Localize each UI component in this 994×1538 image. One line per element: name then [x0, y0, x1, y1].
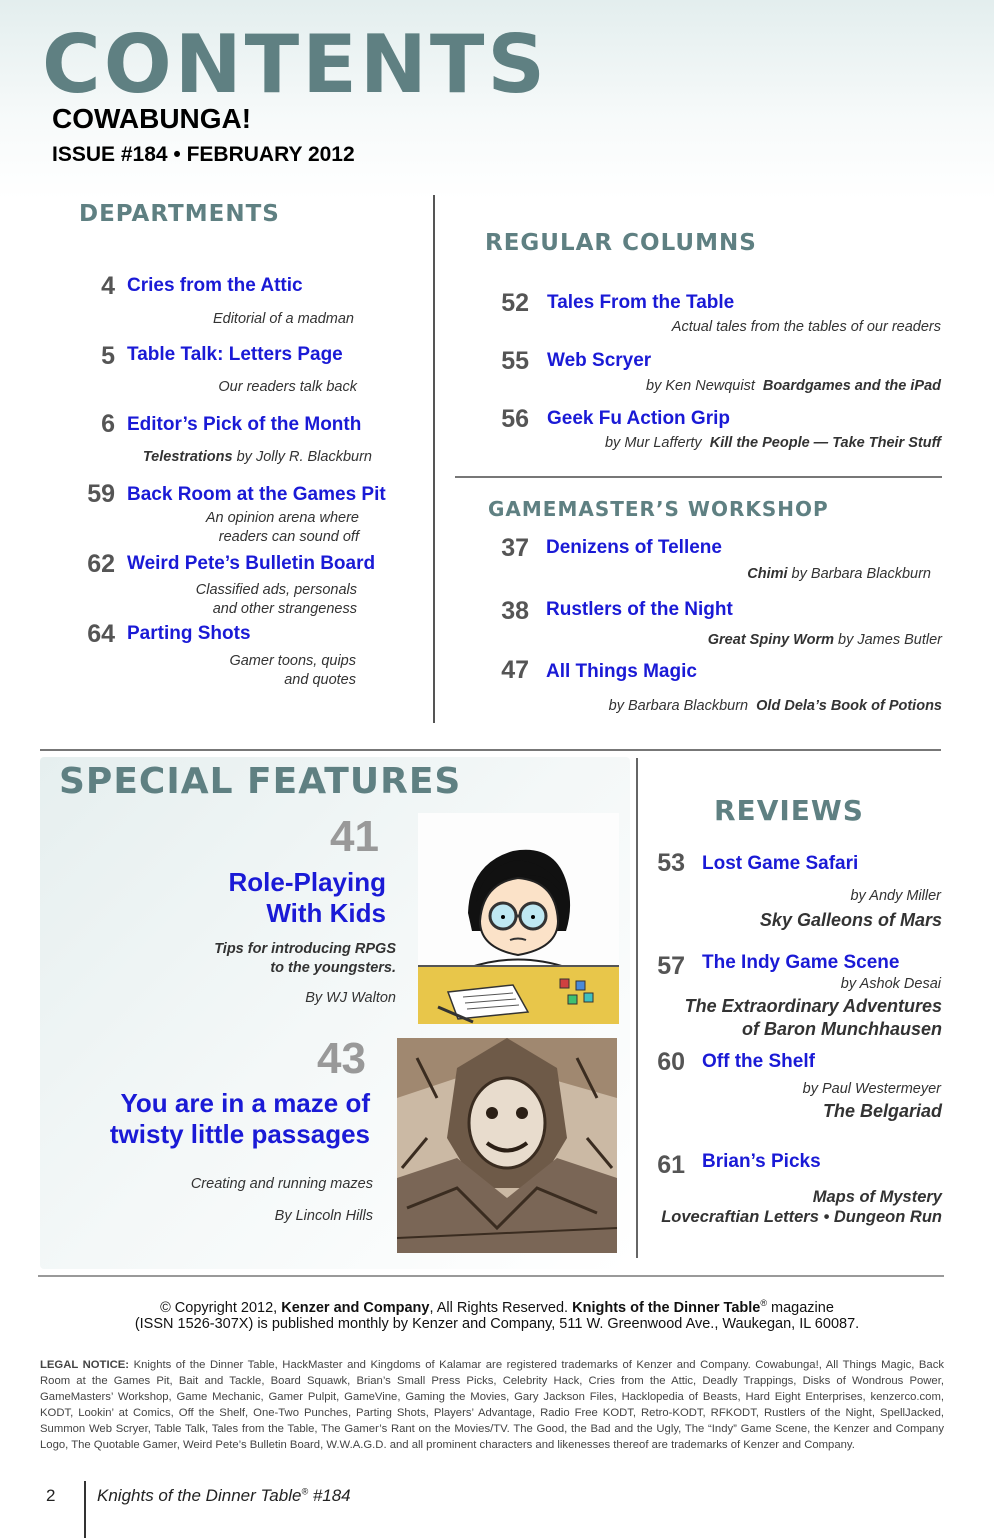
footer-issue: #184 — [308, 1486, 351, 1505]
copyright-text: © Copyright 2012, — [160, 1299, 282, 1316]
feature-title-line: You are in a maze of — [120, 1088, 370, 1118]
dept-desc-byline: by Jolly R. Blackburn — [232, 449, 372, 465]
legal-notice-text: Knights of the Dinner Table, HackMaster and Kingdoms of Kalamar are registered trademarks of Kenzer and Company. Cowabunga!, All Things Magic, Back Room at the Games Pit, Bait and Tackle, Board Squawk, Brian’s Small Press Picks, Celebrity Hack, Cries from the Attic, Deadly Trappings, Disks of Wondrous Power, GameMasters’ Workshop, Game Mechanic, Gamer Pulpit, GameVine, Gaming the Movies, Gary Jackson Files, Hacklopedia of Beasts, Hard Eight Enterprises, kenzerco.com, KODT, Lookin’ at Comics, Off the Shelf, One-Two Punches, Parting Shots, Players’ Advantage, Radio Free KODT, Retro-KODT, RFKODT, Rustlers of the Night, SpellJacked, Summon Web Scryer, Table Talk, Tales from the Table, The Gamer’s Rant on the Movies/TV. The Good, the Bad and the Ugly, The “Indy” Game Scene, the Kenzer and Company Logo, The Quotable Gamer, Weird Pete’s Bulletin Board, W.W.A.G.D. and all prominent characters and likenesses thereof are trademarks of Kenzer and Company. — [40, 1359, 945, 1451]
review-title-indy-game-scene[interactable]: The Indy Game Scene — [702, 952, 900, 973]
gm-desc — [500, 565, 931, 584]
review-page-number: 53 — [657, 849, 685, 877]
issue-line: ISSUE #184 • FEBRUARY 2012 — [52, 143, 355, 166]
feature-byline: By WJ Walton — [305, 990, 396, 1006]
dept-desc-line: and other strangeness — [212, 601, 357, 617]
feature-title-role-playing-with-kids[interactable] — [150, 867, 386, 929]
publisher-name: Kenzer and Company — [281, 1299, 430, 1316]
dept-desc — [100, 448, 372, 467]
review-title-lost-game-safari[interactable]: Lost Game Safari — [702, 853, 859, 874]
col-desc-byline: by Mur Lafferty — [604, 435, 702, 451]
gm-title-all-things-magic[interactable]: All Things Magic — [546, 661, 697, 682]
review-page-number: 57 — [657, 952, 685, 980]
col-title-tales-from-the-table[interactable]: Tales From the Table — [547, 292, 735, 313]
footer-registered-mark: ® — [301, 1486, 309, 1497]
dept-desc — [100, 652, 356, 690]
col-page-number: 56 — [501, 405, 529, 433]
col-desc-topic: Kill the People — Take Their Stuff — [709, 435, 941, 451]
dept-desc-work: Telestrations — [142, 449, 233, 465]
column-divider — [636, 758, 638, 1258]
feature-desc-line: Tips for introducing RPGS — [214, 941, 396, 957]
feature-desc-line: to the youngsters. — [270, 960, 396, 976]
review-title-brians-picks[interactable]: Brian’s Picks — [702, 1151, 821, 1172]
review-title-off-the-shelf[interactable]: Off the Shelf — [702, 1051, 815, 1072]
registered-mark: ® — [760, 1298, 767, 1308]
col-desc — [500, 434, 941, 453]
footer-divider — [38, 1275, 944, 1277]
gm-title-rustlers-of-the-night[interactable]: Rustlers of the Night — [546, 599, 733, 620]
review-work — [640, 995, 942, 1041]
col-title-web-scryer[interactable]: Web Scryer — [547, 350, 652, 371]
copyright-text: magazine — [767, 1299, 834, 1316]
special-features-heading: SPECIAL FEATURES — [59, 761, 462, 802]
col-desc-topic: Boardgames and the iPad — [762, 378, 941, 394]
dept-desc — [100, 509, 359, 547]
dept-page-number: 62 — [87, 550, 115, 578]
gm-desc-byline: by James Butler — [834, 632, 942, 648]
section-divider — [40, 749, 941, 751]
col-page-number: 52 — [501, 289, 529, 317]
review-work: The Belgariad — [822, 1101, 942, 1121]
feature-title-line: twisty little passages — [109, 1119, 370, 1149]
review-byline: by Andy Miller — [850, 888, 941, 904]
gm-page-number: 37 — [501, 534, 529, 562]
dept-page-number: 59 — [87, 480, 115, 508]
dept-page-number: 4 — [101, 272, 115, 300]
gm-desc-byline: by Barbara Blackburn — [787, 566, 931, 582]
page-title: CONTENTS — [42, 18, 549, 111]
maze-monster-illustration — [397, 1038, 617, 1253]
section-divider — [455, 476, 942, 478]
gm-desc-topic: Chimi — [747, 566, 788, 582]
dice-and-papers-illustration — [418, 967, 619, 1026]
gm-desc-topic: Old Dela’s Book of Potions — [756, 698, 942, 714]
gm-desc — [500, 697, 942, 716]
gm-page-number: 38 — [501, 597, 529, 625]
gm-page-number: 47 — [501, 656, 529, 684]
column-divider — [433, 195, 435, 723]
dept-desc-line: and quotes — [284, 672, 356, 688]
magazine-name: Knights of the Dinner Table — [572, 1299, 761, 1316]
issue-name: COWABUNGA! — [52, 103, 252, 134]
gm-title-denizens-of-tellene[interactable]: Denizens of Tellene — [546, 537, 722, 558]
feature-title-maze[interactable] — [60, 1088, 370, 1150]
table-surface — [418, 965, 619, 1024]
col-title-geek-fu[interactable]: Geek Fu Action Grip — [547, 408, 730, 429]
dept-title-weird-petes[interactable]: Weird Pete’s Bulletin Board — [127, 553, 376, 574]
feature-desc — [150, 940, 396, 978]
feature-title-line: Role-Playing — [228, 867, 386, 897]
dept-title-cries-from-the-attic[interactable]: Cries from the Attic — [127, 275, 303, 296]
review-work-line: Maps of Mystery — [812, 1188, 942, 1206]
legal-notice — [40, 1357, 944, 1453]
dept-title-editors-pick[interactable]: Editor’s Pick of the Month — [127, 414, 362, 435]
review-page-number: 61 — [657, 1151, 685, 1179]
maze-monster-image — [397, 1038, 617, 1253]
dept-title-parting-shots[interactable]: Parting Shots — [127, 623, 251, 644]
review-work — [640, 1187, 942, 1227]
col-desc-byline: by Ken Newquist — [646, 378, 755, 394]
review-work-line: of Baron Munchhausen — [741, 1019, 942, 1039]
gm-desc — [500, 631, 942, 650]
col-desc — [500, 377, 941, 396]
copyright-line-2: (ISSN 1526-307X) is published monthly by Kenzer and Company, 511 W. Greenwood Ave., Waukegan, IL 60087. — [134, 1316, 860, 1332]
feature-page-number: 41 — [330, 812, 379, 861]
dept-page-number: 5 — [101, 342, 115, 370]
footer-rule — [84, 1481, 86, 1538]
review-work-line: The Extraordinary Adventures — [684, 996, 942, 1016]
dept-title-back-room[interactable]: Back Room at the Games Pit — [127, 484, 386, 505]
dept-desc — [100, 581, 357, 619]
copyright-text: , All Rights Reserved. — [429, 1299, 573, 1316]
dept-desc-line: Classified ads, personals — [195, 582, 357, 598]
feature-byline: By Lincoln Hills — [274, 1208, 373, 1224]
review-work: Sky Galleons of Mars — [759, 910, 942, 930]
dept-desc: Editorial of a madman — [212, 311, 354, 327]
footer-magazine-name: Knights of the Dinner Table — [97, 1486, 302, 1505]
col-desc: Actual tales from the tables of our readers — [671, 319, 941, 335]
review-byline: by Paul Westermeyer — [802, 1081, 941, 1097]
legal-notice-label: LEGAL NOTICE: — [40, 1359, 130, 1371]
gm-desc-topic: Great Spiny Worm — [707, 632, 834, 648]
review-byline: by Ashok Desai — [840, 976, 941, 992]
departments-heading: DEPARTMENTS — [79, 201, 280, 227]
footer-magazine — [97, 1486, 351, 1506]
review-work-line: Lovecraftian Letters • Dungeon Run — [661, 1208, 942, 1226]
reviews-heading: REVIEWS — [714, 794, 864, 827]
dept-title-table-talk[interactable]: Table Talk: Letters Page — [127, 344, 343, 365]
col-page-number: 55 — [501, 347, 529, 375]
dept-desc-line: readers can sound off — [218, 529, 359, 545]
gamemasters-workshop-heading: GAMEMASTER’S WORKSHOP — [488, 497, 829, 521]
dept-page-number: 6 — [101, 410, 115, 438]
dept-desc-line: Gamer toons, quips — [229, 653, 356, 669]
dept-page-number: 64 — [87, 620, 115, 648]
feature-page-number: 43 — [317, 1034, 366, 1083]
regular-columns-heading: REGULAR COLUMNS — [485, 230, 757, 256]
dept-desc: Our readers talk back — [218, 379, 357, 395]
gm-desc-byline: by Barbara Blackburn — [608, 698, 749, 714]
feature-title-line: With Kids — [266, 898, 386, 928]
feature-desc: Creating and running mazes — [190, 1176, 373, 1192]
page-number: 2 — [46, 1486, 56, 1505]
dept-desc-line: An opinion arena where — [205, 510, 359, 526]
review-page-number: 60 — [657, 1048, 685, 1076]
